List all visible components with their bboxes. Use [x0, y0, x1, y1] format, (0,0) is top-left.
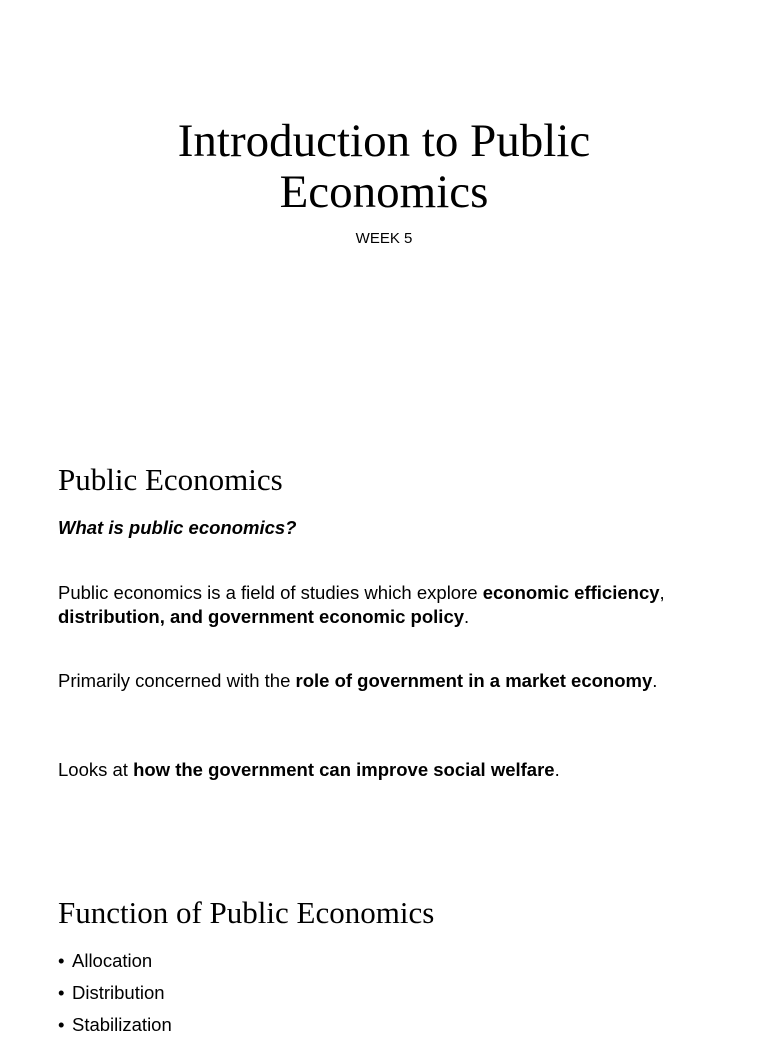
- bullet-icon: •: [58, 982, 65, 1003]
- section-heading: Public Economics: [58, 462, 283, 497]
- slide-subtitle: WEEK 5: [355, 230, 413, 247]
- list-item: • Allocation: [58, 948, 172, 980]
- concern-paragraph: Primarily concerned with the role of government in a market economy.: [58, 670, 658, 691]
- list-item: • Stabilization: [58, 1012, 172, 1044]
- bullet-icon: •: [58, 950, 65, 971]
- bullet-icon: •: [58, 1014, 65, 1035]
- definition-paragraph: Public economics is a field of studies which explore economic efficiency, distribution, and government economic policy.: [58, 582, 665, 627]
- list-item: • Distribution: [58, 980, 172, 1012]
- section-heading: Function of Public Economics: [58, 895, 435, 930]
- slide-title: Introduction to Public Economics: [177, 115, 591, 218]
- function-list: [58, 948, 172, 1044]
- question-text: What is public economics?: [58, 517, 297, 538]
- welfare-paragraph: Looks at how the government can improve social welfare.: [58, 759, 560, 780]
